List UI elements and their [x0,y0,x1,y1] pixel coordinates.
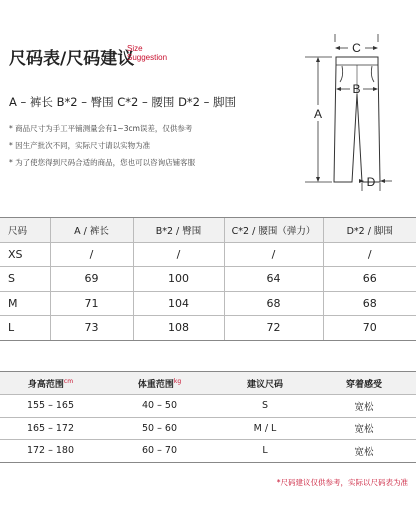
table-row [0,316,416,341]
suggestion-table [0,371,416,463]
cell: 104 [133,291,224,316]
footer-note: *尺码建议仅供参考，实际以尺码表为准 [276,478,408,487]
label-c: C [352,41,361,55]
label-b: B [352,82,361,96]
note-2: * 因生产批次不同，实际尺寸请以实物为准 [9,141,151,150]
label-d: D [366,175,376,189]
cell-height: 165 – 172 [0,417,101,440]
cell: 69 [50,267,133,292]
header-waist: C*2 / 腰围（弹力） [224,218,323,243]
cell-size: L [218,440,312,463]
cell-fit: 宽松 [312,440,416,463]
cell: / [50,242,133,267]
title-en-line-1: Size [127,44,143,53]
cell: / [224,242,323,267]
header-weight: 体重范围$^{kg}$ [101,372,218,395]
cell-weight: 50 – 60 [101,417,218,440]
title-en-line-2: Suggestion [127,53,168,62]
cell: 70 [323,316,416,341]
pants-diagram [268,30,408,195]
header-size: 尺码 [0,218,50,243]
cell: 71 [50,291,133,316]
header-hem: D*2 / 脚围 [323,218,416,243]
cell: 68 [224,291,323,316]
note-3: * 为了使您得到尺码合适的商品，您也可以咨询店铺客服 [9,158,196,167]
cell-size: M / L [218,417,312,440]
cell-size: L [0,316,50,341]
cell-size: S [0,267,50,292]
cell-weight: 60 – 70 [101,440,218,463]
cell: 100 [133,267,224,292]
header-hip: B*2 / 臀围 [133,218,224,243]
cell-height: 155 – 165 [0,395,101,418]
cell-size: XS [0,242,50,267]
unit-cm: cm [63,377,74,385]
cell: 108 [133,316,224,341]
cell: 64 [224,267,323,292]
header-suggested-size: 建议尺码 [218,372,312,395]
page-title: 尺码表/尺码建议 [9,49,135,69]
table-row [0,242,416,267]
cell: / [323,242,416,267]
dimension-legend: A – 裤长 B*2 – 臀围 C*2 – 腰围 D*2 – 脚围 [9,95,237,109]
cell-size: M [0,291,50,316]
cell-fit: 宽松 [312,395,416,418]
cell-height: 172 – 180 [0,440,101,463]
cell-fit: 宽松 [312,417,416,440]
cell: 72 [224,316,323,341]
header-height: 身高范围$^{cm}$ [0,372,101,395]
header-fit: 穿着感受 [312,372,416,395]
cell-weight: 40 – 50 [101,395,218,418]
suggestion-table-header [0,372,416,395]
note-1: * 商品尺寸为手工平铺测量会有1~3cm误差，仅供参考 [9,124,193,133]
size-table-header [0,218,416,243]
unit-kg: kg [173,377,182,385]
label-a: A [313,107,323,121]
size-table [0,217,416,341]
table-row [0,291,416,316]
cell-size: S [218,395,312,418]
header-length: A / 裤长 [50,218,133,243]
cell: 68 [323,291,416,316]
table-row [0,267,416,292]
cell: 66 [323,267,416,292]
table-row [0,440,416,463]
page-title-en [127,44,167,62]
table-row [0,395,416,418]
cell: / [133,242,224,267]
table-row [0,417,416,440]
cell: 73 [50,316,133,341]
